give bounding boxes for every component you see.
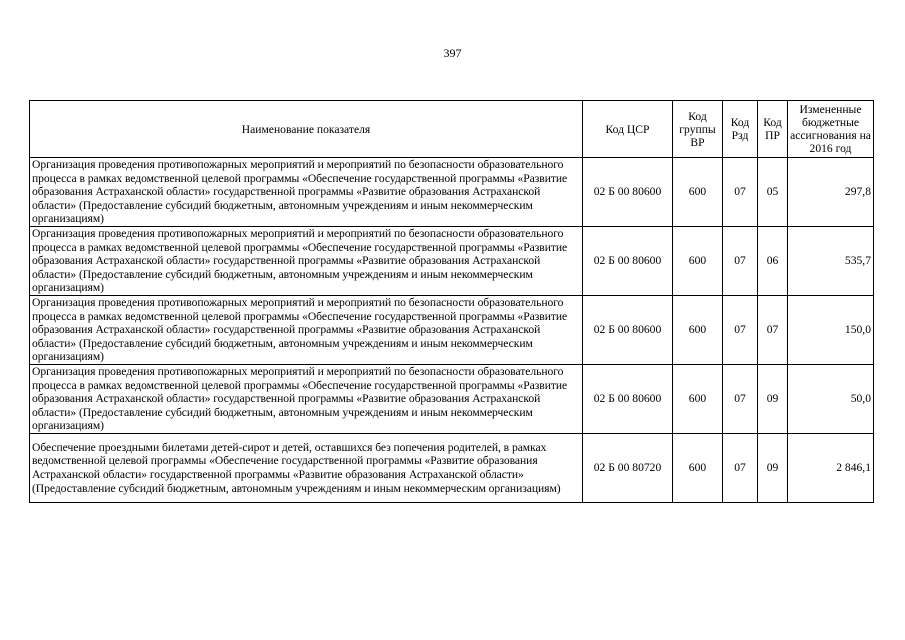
- header-amount: Измененные бюджетные ассигнования на 2016 год: [788, 101, 874, 158]
- row-amount: 2 846,1: [788, 434, 874, 503]
- row-name: Организация проведения противопожарных мероприятий и мероприятий по безопасности образовательного процесса в рамках ведомственной целевой программы «Обеспечение государственной программы «Развитие образования Астраханской области» государственной программы «Развитие образования Астраханской области» (Предоставление субсидий бюджетным, автономным учреждениям и иным некоммерческим организациям): [30, 296, 583, 365]
- row-csr: 02 Б 00 80600: [583, 158, 673, 227]
- table-row: [30, 227, 874, 296]
- row-pr: 09: [758, 365, 788, 434]
- row-name: Организация проведения противопожарных мероприятий и мероприятий по безопасности образовательного процесса в рамках ведомственной целевой программы «Обеспечение государственной программы «Развитие образования Астраханской области» государственной программы «Развитие образования Астраханской области» (Предоставление субсидий бюджетным, автономным учреждениям и иным некоммерческим организациям): [30, 365, 583, 434]
- row-name: Организация проведения противопожарных мероприятий и мероприятий по безопасности образовательного процесса в рамках ведомственной целевой программы «Обеспечение государственной программы «Развитие образования Астраханской области» государственной программы «Развитие образования Астраханской области» (Предоставление субсидий бюджетным, автономным учреждениям и иным некоммерческим организациям): [30, 158, 583, 227]
- row-csr: 02 Б 00 80720: [583, 434, 673, 503]
- header-pr: Код ПР: [758, 101, 788, 158]
- row-vr: 600: [673, 365, 723, 434]
- row-vr: 600: [673, 227, 723, 296]
- table-header-row: [30, 101, 874, 158]
- row-vr: 600: [673, 296, 723, 365]
- row-pr: 09: [758, 434, 788, 503]
- row-amount: 50,0: [788, 365, 874, 434]
- row-name: Обеспечение проездными билетами детей-сирот и детей, оставшихся без попечения родителей, в рамках ведомственной целевой программы «Обеспечение государственной программы «Развитие образования Астраханской области» государственной программы «Развитие образования Астраханской области» (Предоставление субсидий бюджетным, автономным учреждениям и иным некоммерческим организациям): [30, 434, 583, 503]
- table-row: [30, 365, 874, 434]
- table-row: [30, 434, 874, 503]
- page-number: 397: [443, 46, 462, 60]
- row-csr: 02 Б 00 80600: [583, 227, 673, 296]
- header-rzd: Код Рзд: [723, 101, 758, 158]
- header-name: Наименование показателя: [30, 101, 583, 158]
- row-rzd: 07: [723, 296, 758, 365]
- row-name: Организация проведения противопожарных мероприятий и мероприятий по безопасности образовательного процесса в рамках ведомственной целевой программы «Обеспечение государственной программы «Развитие образования Астраханской области» государственной программы «Развитие образования Астраханской области» (Предоставление субсидий бюджетным, автономным учреждениям и иным некоммерческим организациям): [30, 227, 583, 296]
- row-amount: 297,8: [788, 158, 874, 227]
- row-pr: 06: [758, 227, 788, 296]
- row-rzd: 07: [723, 158, 758, 227]
- row-pr: 07: [758, 296, 788, 365]
- header-csr: Код ЦСР: [583, 101, 673, 158]
- row-rzd: 07: [723, 434, 758, 503]
- table-row: [30, 158, 874, 227]
- row-pr: 05: [758, 158, 788, 227]
- budget-table: [29, 100, 874, 503]
- row-vr: 600: [673, 434, 723, 503]
- row-rzd: 07: [723, 365, 758, 434]
- table-row: [30, 296, 874, 365]
- row-vr: 600: [673, 158, 723, 227]
- header-vr: Код группы ВР: [673, 101, 723, 158]
- row-amount: 535,7: [788, 227, 874, 296]
- row-amount: 150,0: [788, 296, 874, 365]
- row-rzd: 07: [723, 227, 758, 296]
- row-csr: 02 Б 00 80600: [583, 296, 673, 365]
- row-csr: 02 Б 00 80600: [583, 365, 673, 434]
